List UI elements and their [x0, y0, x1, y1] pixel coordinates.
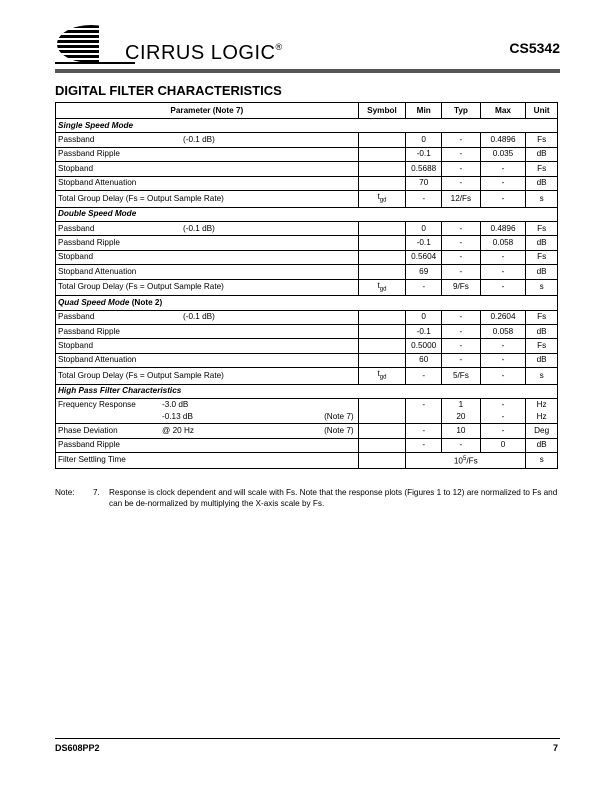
logo-mark-icon [55, 22, 135, 66]
table-row [56, 399, 558, 424]
typ-cell: - [442, 221, 481, 235]
max-cell: - [480, 339, 526, 353]
typ-cell: 12/Fs [442, 190, 481, 207]
min-cell: 69 [406, 265, 442, 279]
table-row [56, 310, 558, 324]
param-cell [56, 162, 359, 176]
param-wrap [58, 354, 356, 366]
symbol-cell [358, 250, 406, 264]
footer-rule [55, 738, 560, 739]
param-name: Stopband Attenuation [58, 266, 137, 276]
table-row [56, 438, 558, 452]
param-cell [56, 279, 359, 296]
symbol-cell [358, 452, 406, 468]
unit-line: Hz [536, 400, 547, 410]
typ-cell [442, 399, 481, 424]
symbol-cell [358, 353, 406, 367]
max-cell: - [480, 162, 526, 176]
table-row [56, 250, 558, 264]
typ-cell: - [442, 265, 481, 279]
unit-cell: s [526, 279, 558, 296]
param-name: Stopband [58, 252, 94, 262]
table-row [56, 279, 558, 296]
param-name: Frequency Response [58, 400, 136, 410]
table-row [56, 265, 558, 279]
param-cell [56, 399, 359, 424]
param-wrap [58, 311, 356, 323]
max-cell: 0.4896 [480, 133, 526, 147]
param-wrap [58, 266, 356, 278]
max-cell: - [480, 250, 526, 264]
param-condition: (-0.1 dB) [183, 223, 215, 233]
table-row [56, 452, 558, 468]
max-cell: 0.035 [480, 147, 526, 161]
header-rule [55, 69, 560, 73]
section-title: DIGITAL FILTER CHARACTERISTICS [55, 83, 282, 98]
header-max: Max [480, 103, 526, 119]
min-cell: 0 [406, 133, 442, 147]
typ-cell: - [442, 162, 481, 176]
section-row [56, 119, 558, 133]
unit-cell: s [526, 368, 558, 385]
doc-id: DS608PP2 [55, 743, 100, 753]
param-wrap [58, 340, 356, 352]
symbol-cell [358, 221, 406, 235]
max-cell [480, 399, 526, 424]
section-title-cell [56, 207, 558, 221]
table-row [56, 176, 558, 190]
unit-cell: Deg [526, 424, 558, 438]
param-name: Phase Deviation [58, 425, 118, 435]
typ-exponent: 5 [462, 455, 467, 462]
section-title-cell: High Pass Filter Characteristics [56, 384, 558, 398]
header-parameter: Parameter (Note 7) [56, 103, 359, 119]
section-row [56, 384, 558, 398]
symbol-cell [358, 147, 406, 161]
symbol-sub: gd [379, 286, 387, 293]
unit-cell: dB [526, 176, 558, 190]
param-cell [56, 339, 359, 353]
param-wrap [58, 237, 356, 249]
section-title-cell [56, 119, 558, 133]
symbol-cell [358, 339, 406, 353]
symbol-cell [358, 265, 406, 279]
min-cell: 0.5604 [406, 250, 442, 264]
typ-cell: - [442, 353, 481, 367]
section-label: Double Speed Mode [58, 209, 137, 219]
min-cell: -0.1 [406, 324, 442, 338]
max-cell: 0 [480, 438, 526, 452]
note-number: 7. [93, 488, 100, 497]
typ-line: 20 [456, 412, 466, 422]
unit-cell: Fs [526, 250, 558, 264]
header-typ: Typ [442, 103, 481, 119]
symbol-cell [358, 176, 406, 190]
section-row [56, 296, 558, 310]
min-cell: 70 [406, 176, 442, 190]
max-cell: 0.2604 [480, 310, 526, 324]
unit-cell: Fs [526, 339, 558, 353]
max-cell: - [480, 368, 526, 385]
unit-cell: Fs [526, 162, 558, 176]
typ-cell: 9/Fs [442, 279, 481, 296]
param-wrap [58, 281, 356, 293]
param-condition: -0.13 dB [162, 412, 193, 422]
section-note: (Note 2) [129, 297, 163, 307]
part-number: CS5342 [509, 40, 560, 56]
typ-cell: - [442, 133, 481, 147]
table-row [56, 147, 558, 161]
cirrus-logic-logo [55, 22, 285, 66]
param-note: (Note 7) [324, 412, 354, 422]
param-name: Passband [58, 312, 95, 322]
logo-text: CIRRUS LOGIC® [125, 42, 283, 64]
table-row [56, 368, 558, 385]
param-wrap [58, 148, 356, 160]
typ-cell [406, 452, 526, 468]
unit-line: Hz [536, 412, 547, 422]
symbol-cell [358, 236, 406, 250]
table-row [56, 221, 558, 235]
param-wrap [58, 134, 356, 146]
param-wrap [58, 177, 356, 189]
typ-line: 1 [458, 400, 464, 410]
param-name: Stopband Attenuation [58, 178, 137, 188]
table-row [56, 133, 558, 147]
max-cell: 0.058 [480, 236, 526, 250]
symbol-cell [358, 133, 406, 147]
unit-cell: dB [526, 265, 558, 279]
typ-cell: - [442, 310, 481, 324]
symbol-sub: gd [379, 374, 387, 381]
symbol-cell [358, 162, 406, 176]
param-cell [56, 324, 359, 338]
param-cell [56, 368, 359, 385]
note-label: Note: [55, 488, 75, 497]
header-min: Min [406, 103, 442, 119]
param-cell [56, 250, 359, 264]
min-cell: -0.1 [406, 236, 442, 250]
typ-cell: - [442, 324, 481, 338]
max-cell: - [480, 353, 526, 367]
param-note: (Note 7) [324, 425, 354, 435]
min-cell: - [406, 368, 442, 385]
unit-cell: Fs [526, 310, 558, 324]
param-wrap [58, 425, 356, 437]
param-name: Stopband [58, 341, 94, 351]
symbol-base: t [377, 280, 380, 290]
section-title-cell [56, 296, 558, 310]
typ-tail: /Fs [466, 456, 478, 466]
unit-cell: Fs [526, 133, 558, 147]
symbol-cell [358, 438, 406, 452]
param-cell [56, 353, 359, 367]
table-row [56, 339, 558, 353]
param-name: Passband [58, 223, 95, 233]
typ-cell: - [442, 147, 481, 161]
param-cell [56, 221, 359, 235]
symbol-cell [358, 424, 406, 438]
param-condition: @ 20 Hz [162, 425, 194, 435]
min-cell: 0.5688 [406, 162, 442, 176]
section-row [56, 207, 558, 221]
min-cell: - [406, 424, 442, 438]
typ-cell: - [442, 176, 481, 190]
param-name: Passband Ripple [58, 326, 120, 336]
min-cell: - [406, 399, 442, 424]
max-line: - [501, 400, 505, 410]
param-condition: (-0.1 dB) [183, 312, 215, 322]
param-cell [56, 147, 359, 161]
param-cell [56, 133, 359, 147]
param-wrap [58, 223, 356, 235]
table-row [56, 162, 558, 176]
min-cell: - [406, 438, 442, 452]
max-line: - [501, 412, 505, 422]
min-cell: 0 [406, 310, 442, 324]
max-cell: 0.4896 [480, 221, 526, 235]
param-name: Passband Ripple [58, 238, 120, 248]
max-cell: - [480, 176, 526, 190]
min-cell: 0.5000 [406, 339, 442, 353]
unit-cell: dB [526, 353, 558, 367]
symbol-base: t [377, 369, 380, 379]
table-row [56, 353, 558, 367]
max-cell: - [480, 190, 526, 207]
param-cell [56, 236, 359, 250]
param-name: Total Group Delay (Fs = Output Sample Rate) [58, 193, 224, 203]
unit-cell: s [526, 452, 558, 468]
typ-base: 10 [453, 456, 463, 466]
unit-cell: dB [526, 236, 558, 250]
section-label: Quad Speed Mode [58, 297, 130, 307]
typ-cell: - [442, 250, 481, 264]
param-wrap [58, 193, 356, 205]
header-symbol: Symbol [358, 103, 406, 119]
param-name: Stopband Attenuation [58, 355, 137, 365]
param-cell: Filter Settling Time [56, 452, 359, 468]
unit-cell: Fs [526, 221, 558, 235]
param-wrap [58, 326, 356, 338]
typ-cell: - [442, 339, 481, 353]
page-number: 7 [552, 743, 558, 753]
table-row [56, 424, 558, 438]
param-name: Stopband [58, 163, 94, 173]
param-name: Passband Ripple [58, 149, 120, 159]
table-header-row [56, 103, 558, 119]
header-unit: Unit [526, 103, 558, 119]
table-row [56, 190, 558, 207]
min-cell: 0 [406, 221, 442, 235]
section-label: Single Speed Mode [58, 120, 134, 130]
param-cell [56, 176, 359, 190]
typ-cell: 10 [442, 424, 481, 438]
table-row [56, 324, 558, 338]
max-cell: 0.058 [480, 324, 526, 338]
symbol-base: t [377, 191, 380, 201]
symbol-cell [358, 190, 406, 207]
unit-cell: dB [526, 147, 558, 161]
typ-cell: - [442, 236, 481, 250]
symbol-cell [358, 399, 406, 424]
unit-cell [526, 399, 558, 424]
param-cell: Passband Ripple [56, 438, 359, 452]
unit-cell: s [526, 190, 558, 207]
symbol-cell [358, 310, 406, 324]
param-wrap [58, 251, 356, 263]
digital-filter-table [55, 102, 558, 469]
unit-cell: dB [526, 438, 558, 452]
param-condition: (-0.1 dB) [183, 135, 215, 145]
max-cell: - [480, 265, 526, 279]
param-cell [56, 310, 359, 324]
min-cell: -0.1 [406, 147, 442, 161]
symbol-cell [358, 368, 406, 385]
symbol-sub: gd [379, 197, 387, 204]
param-wrap [58, 163, 356, 175]
typ-cell: - [442, 438, 481, 452]
param-cell [56, 190, 359, 207]
note-text: Response is clock dependent and will scale with Fs. Note that the response plots (Figures 1 to 12) are normalized to Fs and can be de-normalized by multiplying the X-axis scale by Fs. [109, 488, 558, 508]
param-cell [56, 424, 359, 438]
param-condition: -3.0 dB [162, 400, 189, 410]
symbol-cell [358, 279, 406, 296]
max-cell: - [480, 424, 526, 438]
min-cell: - [406, 190, 442, 207]
param-name: Passband [58, 135, 95, 145]
param-wrap [58, 399, 356, 423]
max-cell: - [480, 279, 526, 296]
min-cell: - [406, 279, 442, 296]
page-header [55, 22, 560, 70]
min-cell: 60 [406, 353, 442, 367]
param-wrap [58, 370, 356, 382]
typ-cell: 5/Fs [442, 368, 481, 385]
param-name: Total Group Delay (Fs = Output Sample Rate) [58, 370, 224, 380]
table-row [56, 236, 558, 250]
symbol-cell [358, 324, 406, 338]
param-cell [56, 265, 359, 279]
unit-cell: dB [526, 324, 558, 338]
param-name: Total Group Delay (Fs = Output Sample Rate) [58, 282, 224, 292]
